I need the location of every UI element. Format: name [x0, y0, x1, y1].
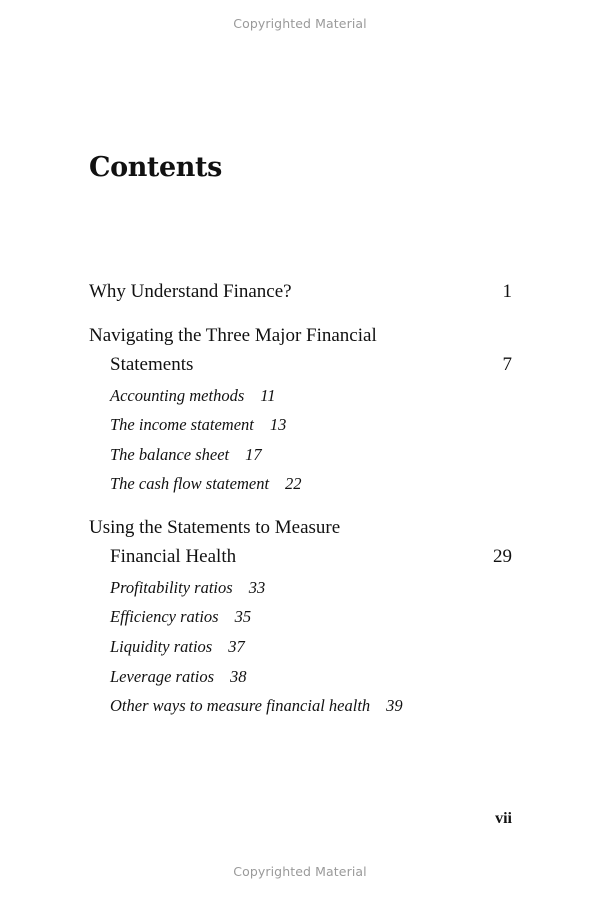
- chapter-title[interactable]: [89, 281, 512, 303]
- section-title: The income statement: [110, 415, 254, 434]
- chapter-title-continued[interactable]: [110, 354, 512, 376]
- chapter-page-number: 7: [502, 354, 512, 375]
- chapter-title[interactable]: [89, 517, 512, 539]
- section-title: Liquidity ratios: [110, 637, 213, 656]
- chapter-title-text: Statements: [110, 354, 194, 375]
- section-page-number: 17: [245, 445, 262, 464]
- toc-section[interactable]: [110, 578, 265, 598]
- section-title: Other ways to measure financial health: [110, 696, 371, 715]
- section-page-number: 11: [260, 386, 276, 405]
- toc-section[interactable]: [110, 445, 262, 465]
- section-page-number: 13: [269, 415, 287, 434]
- toc-section[interactable]: [110, 386, 276, 406]
- chapter-title-text: Using the Statements to Measure: [89, 517, 341, 538]
- copyright-watermark-top: Copyrighted Material: [233, 16, 367, 31]
- section-title: Accounting methods: [110, 386, 245, 405]
- chapter-title-text: Why Understand Finance?: [89, 281, 292, 302]
- section-title: Efficiency ratios: [110, 607, 219, 626]
- copyright-watermark-bottom: Copyrighted Material: [233, 864, 367, 879]
- section-page-number: 38: [230, 667, 247, 686]
- section-page-number: 22: [285, 474, 302, 493]
- chapter-title-continued[interactable]: [110, 546, 512, 568]
- chapter-title[interactable]: [89, 325, 512, 347]
- toc-section[interactable]: [110, 415, 286, 435]
- chapter-page-number: 29: [493, 546, 512, 567]
- toc-section[interactable]: [110, 607, 251, 627]
- toc-section[interactable]: [110, 667, 247, 687]
- page-title: Contents: [89, 152, 222, 183]
- folio-page-number: vii: [495, 810, 512, 827]
- section-title: The cash flow statement: [110, 474, 270, 493]
- section-title: The balance sheet: [110, 445, 230, 464]
- chapter-page-number: 1: [502, 281, 512, 302]
- toc-section[interactable]: [110, 474, 302, 494]
- section-title: Profitability ratios: [110, 578, 233, 597]
- chapter-title-text: Navigating the Three Major Financial: [89, 325, 377, 346]
- toc-section[interactable]: [110, 696, 403, 716]
- section-page-number: 37: [228, 637, 245, 656]
- section-page-number: 35: [234, 607, 252, 626]
- chapter-title-text: Financial Health: [110, 546, 237, 567]
- section-page-number: 39: [386, 696, 403, 715]
- section-page-number: 33: [248, 578, 266, 597]
- section-title: Leverage ratios: [110, 667, 215, 686]
- toc-section[interactable]: [110, 637, 245, 657]
